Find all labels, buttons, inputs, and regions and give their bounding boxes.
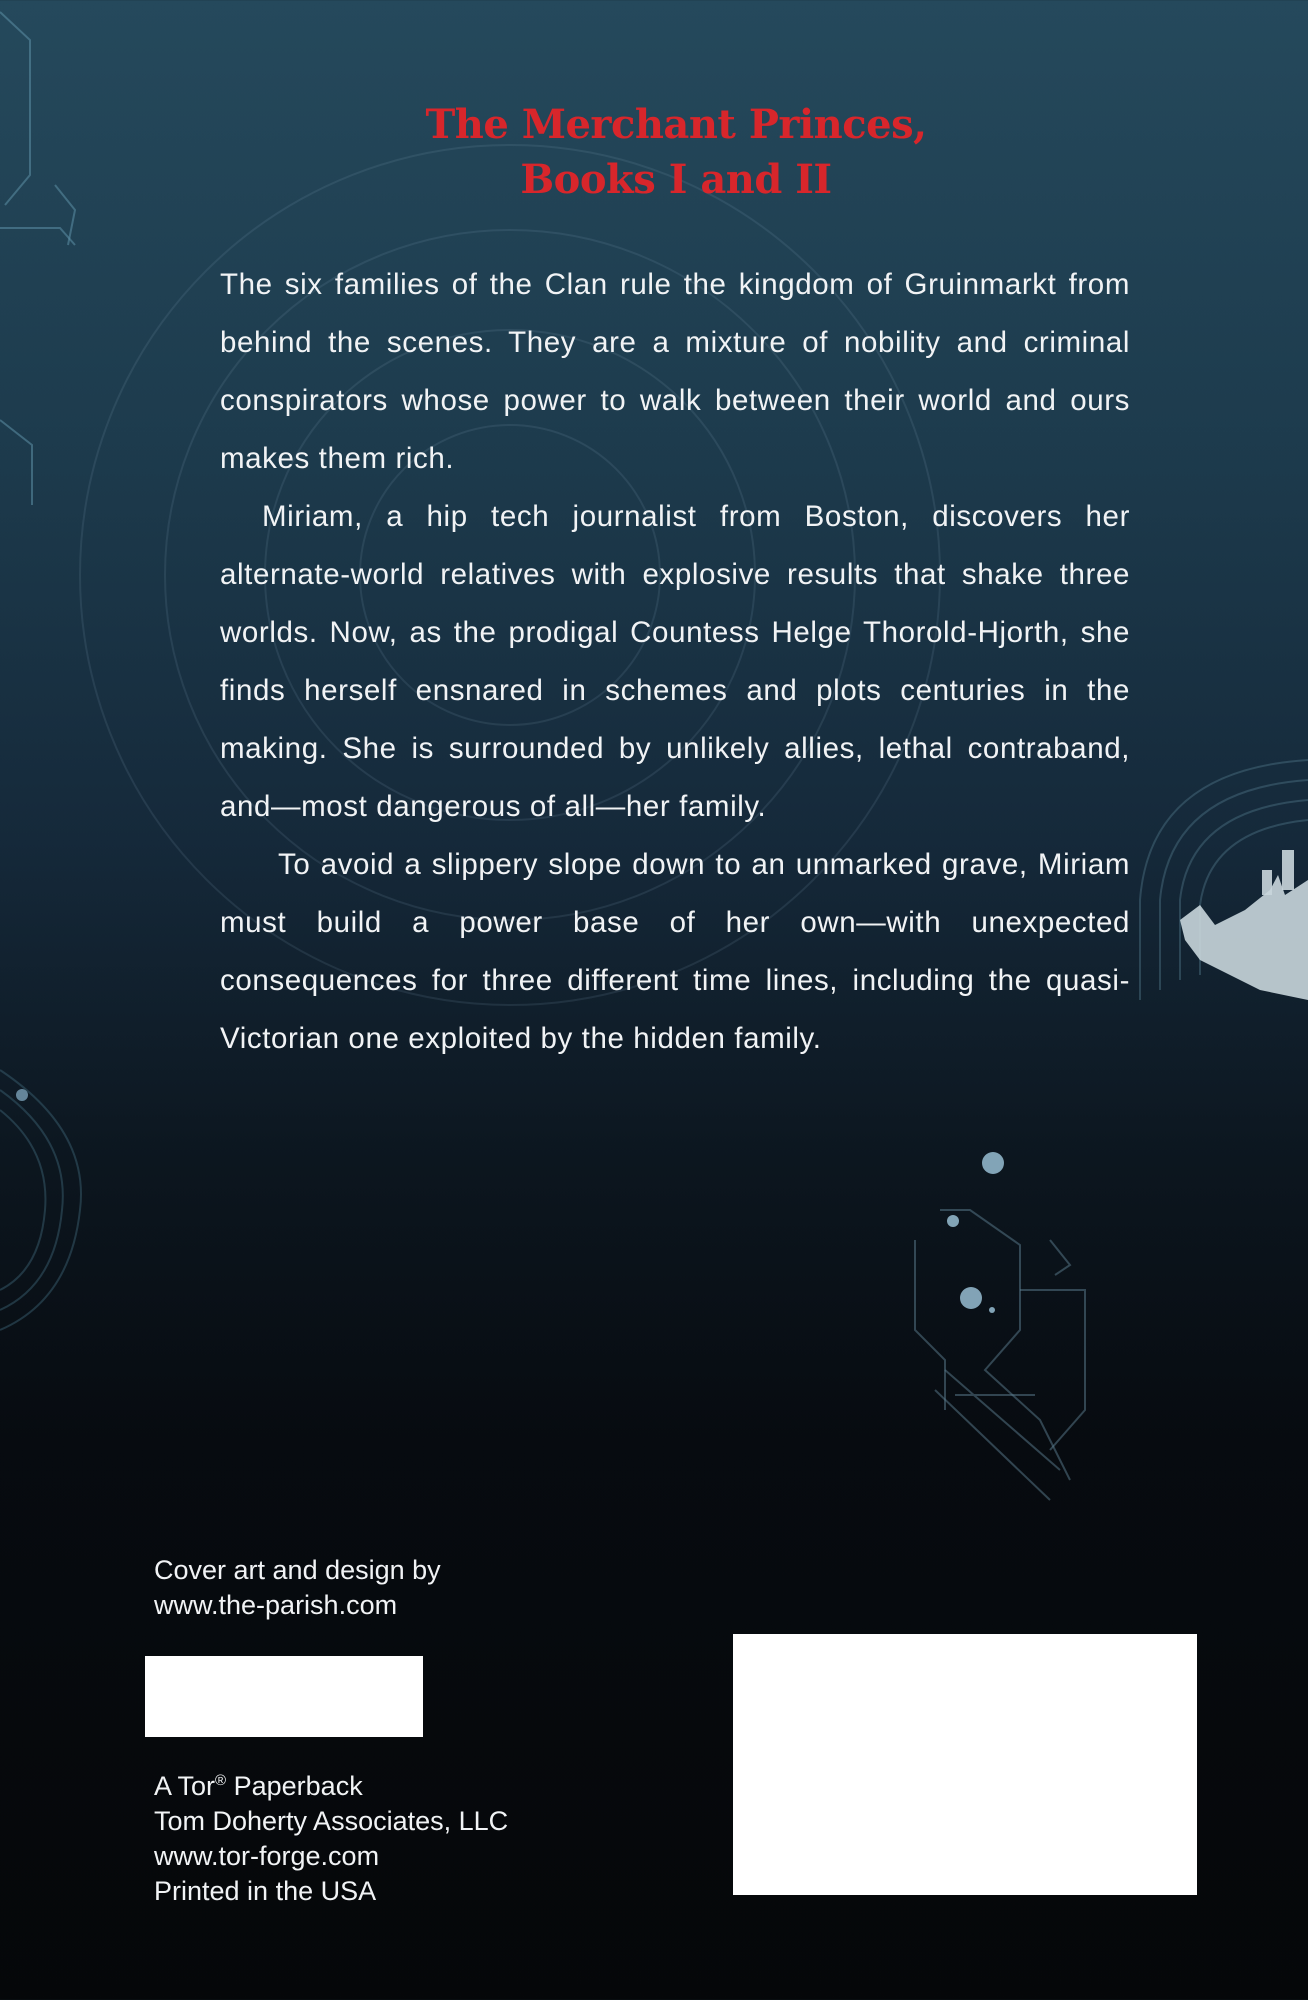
- registered-mark: ®: [215, 1772, 227, 1789]
- circuit-lines-right: [915, 1210, 1085, 1500]
- ink-splatter: [16, 1089, 28, 1101]
- printed-in: Printed in the USA: [154, 1876, 377, 1906]
- title-line-1: The Merchant Princes,: [425, 101, 927, 148]
- publisher-company: Tom Doherty Associates, LLC: [154, 1806, 509, 1836]
- barcode-box: [733, 1634, 1197, 1895]
- synopsis-paragraph-1: The six families of the Clan rule the kingdom of Gruinmarkt from behind the scenes. They are a mixture of nobility and criminal conspirators whose power to walk between their world and ours makes them rich.: [220, 268, 1130, 475]
- city-skyline-graphic: [1180, 850, 1308, 1000]
- cover-credit: [154, 1553, 441, 1623]
- imprint-prefix: A Tor: [154, 1771, 216, 1801]
- circuit-lines-top-left: [0, 12, 75, 505]
- publisher-info: [154, 1763, 508, 1909]
- synopsis-paragraph-3: To avoid a slippery slope down to an unmarked grave, Miriam must build a power base of her own—with unexpected consequences for three different time lines, including the quasi-Victorian one exploited by the hidden family.: [220, 848, 1130, 1055]
- price-label-box: [145, 1656, 423, 1737]
- title-line-2: Books I and II: [520, 156, 832, 203]
- arc-rings-left: [0, 1070, 81, 1330]
- book-title: [0, 97, 1308, 207]
- cover-credit-url: www.the-parish.com: [154, 1590, 398, 1620]
- imprint-line: [154, 1763, 508, 1804]
- synopsis-paragraph-2: Miriam, a hip tech journalist from Boston, discovers her alternate-world relatives with explosive results that shake three worlds. Now, as the prodigal Countess Helge Thorold-Hjorth, she finds herself ensnared in schemes and plots centuries in the making. She is surrounded by unlikely allies, lethal contraband, and—most dangerous of all—her family.: [220, 500, 1130, 823]
- cover-credit-line-1: Cover art and design by: [154, 1555, 441, 1585]
- publisher-website: www.tor-forge.com: [154, 1841, 380, 1871]
- ink-drops-right: [947, 1152, 1004, 1313]
- synopsis-text: [220, 256, 1130, 1068]
- imprint-suffix: Paperback: [226, 1771, 363, 1801]
